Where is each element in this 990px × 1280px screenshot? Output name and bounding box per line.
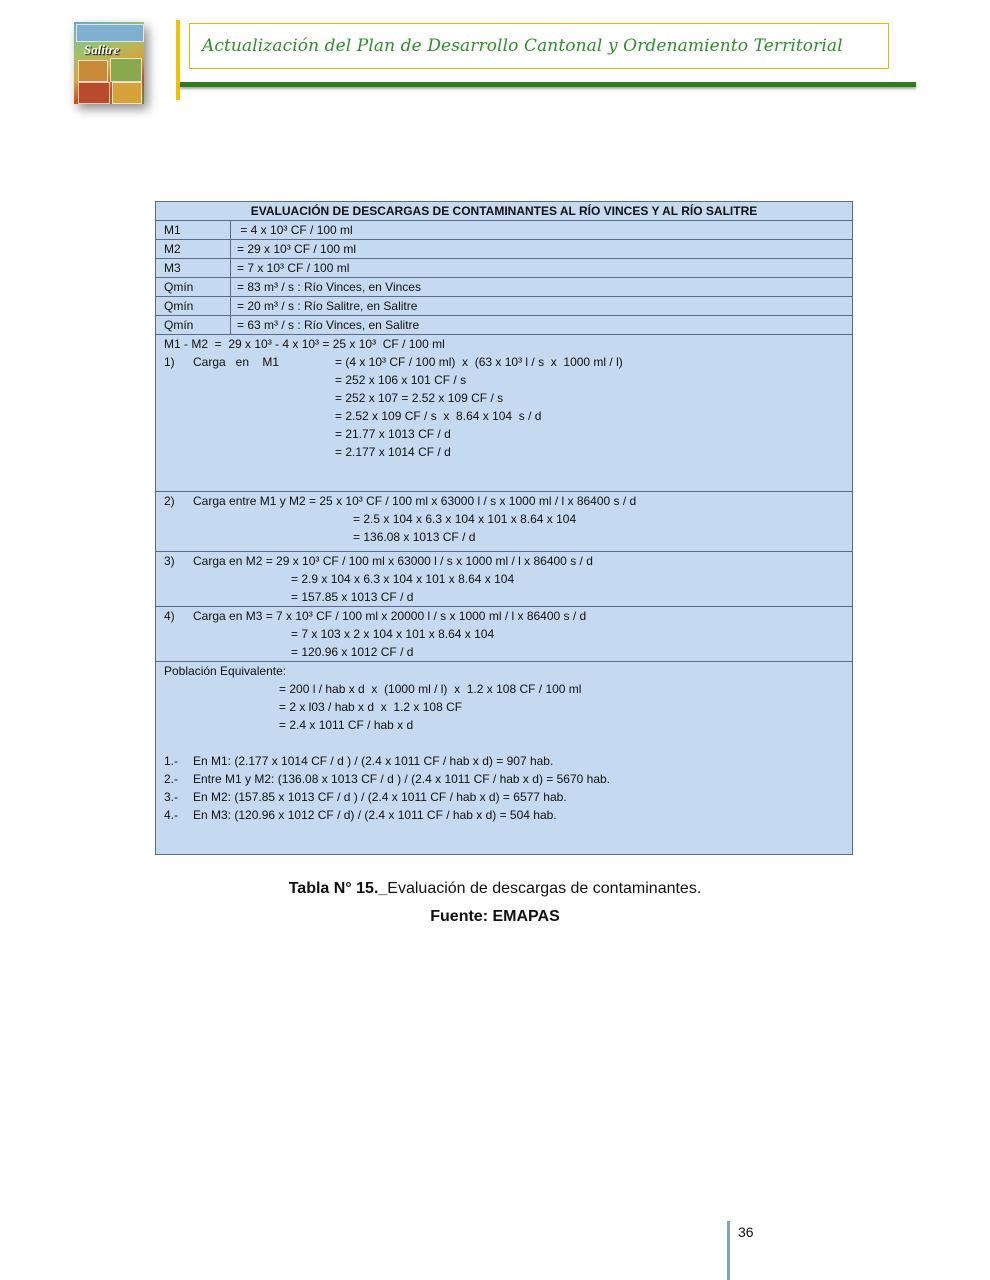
calc-line: [164, 425, 852, 443]
item-number: 3.-: [164, 790, 179, 804]
item-number: 3): [164, 554, 175, 568]
calc-line: [164, 570, 852, 588]
calc-value: = 252 x 107 = 2.52 x 109 CF / s: [335, 391, 504, 405]
calc-value: = (4 x 10³ CF / 100 ml) x (63 x 10³ l / s x 1000 ml / l): [335, 355, 623, 369]
calc-value: Carga entre M1 y M2 = 25 x 10³ CF / 100 ml x 63000 l / s x 1000 ml / l x 86400 s / d: [193, 494, 637, 508]
result-text: En M2: (157.85 x 1013 CF / d ) / (2.4 x 1011 CF / hab x d) = 6577 hab.: [193, 790, 567, 804]
result-line: [164, 806, 852, 824]
salitre-logo: [74, 22, 144, 104]
load-m3-block: [156, 607, 852, 662]
result-line: [164, 788, 852, 806]
logo-text: Salitre: [84, 42, 120, 57]
load-m1-block: [156, 335, 852, 492]
item-number: 1): [164, 355, 175, 369]
param-value: = 29 x 10³ CF / 100 ml: [237, 242, 357, 256]
page-number-bar: [727, 1221, 730, 1280]
caption-label: Tabla N° 15._: [288, 880, 388, 897]
calc-value: = 7 x 103 x 2 x 104 x 101 x 8.64 x 104: [291, 627, 495, 641]
calc-line: [164, 607, 852, 625]
param-value: = 7 x 10³ CF / 100 ml: [237, 261, 350, 275]
calc-line: [164, 528, 852, 546]
result-line: [164, 770, 852, 788]
table-row: [156, 297, 852, 316]
param-value: = 4 x 10³ CF / 100 ml: [237, 223, 353, 237]
param-value: = 83 m³ / s : Río Vinces, en Vinces: [237, 280, 421, 294]
header-divider: [180, 82, 916, 87]
calc-value: = 2.9 x 104 x 6.3 x 104 x 101 x 8.64 x 104: [291, 572, 515, 586]
calc-line: [164, 510, 852, 528]
table-title: EVALUACIÓN DE DESCARGAS DE CONTAMINANTES AL RÍO VINCES Y AL RÍO SALITRE: [156, 202, 852, 221]
calc-line: [164, 552, 852, 570]
param-label: M2: [156, 240, 231, 258]
calc-line: [164, 389, 852, 407]
calc-value: = 157.85 x 1013 CF / d: [291, 590, 414, 604]
table-row: [156, 316, 852, 335]
calc-line: [164, 407, 852, 425]
item-number: 2.-: [164, 772, 179, 786]
calc-value: = 120.96 x 1012 CF / d: [291, 645, 414, 659]
param-label: M1: [156, 221, 231, 239]
table-row: [156, 259, 852, 278]
item-number: 4): [164, 609, 175, 623]
page-number: 36: [738, 1224, 754, 1240]
param-value: = 20 m³ / s : Río Salitre, en Salitre: [237, 299, 418, 313]
calc-value: Carga en M2 = 29 x 10³ CF / 100 ml x 63000 l / s x 1000 ml / l x 86400 s / d: [193, 554, 593, 568]
param-label: Qmín: [156, 316, 231, 334]
calc-line: [164, 443, 852, 461]
calc-value: = 252 x 106 x 101 CF / s: [335, 373, 467, 387]
spacer: [164, 734, 852, 752]
param-label: Qmín: [156, 297, 231, 315]
result-text: En M1: (2.177 x 1014 CF / d ) / (2.4 x 1011 CF / hab x d) = 907 hab.: [193, 754, 554, 768]
calc-line: [164, 716, 852, 734]
table-caption: [0, 880, 990, 898]
calc-line: [164, 680, 852, 698]
calc-line: [164, 371, 852, 389]
item-number: 2): [164, 494, 175, 508]
calc-value: = 21.77 x 1013 CF / d: [335, 427, 451, 441]
param-label: M3: [156, 259, 231, 277]
header-accent-bar: [176, 20, 180, 100]
calc-line: [164, 625, 852, 643]
item-number: 1.-: [164, 754, 179, 768]
contaminant-evaluation-table: [155, 201, 853, 855]
param-value: = 63 m³ / s : Río Vinces, en Salitre: [237, 318, 420, 332]
document-title: Actualización del Plan de Desarrollo Cantonal y Ordenamiento Territorial: [202, 36, 843, 56]
calc-line: [164, 353, 852, 371]
caption-text: Evaluación de descargas de contaminantes.: [387, 880, 702, 897]
calc-line: [164, 492, 852, 510]
load-m1-m2-block: [156, 492, 852, 552]
calc-value: = 2.4 x 1011 CF / hab x d: [279, 718, 414, 732]
calc-value: Carga en M3 = 7 x 10³ CF / 100 ml x 20000 l / s x 1000 ml / l x 86400 s / d: [193, 609, 587, 623]
load-m2-block: [156, 552, 852, 607]
calc-line: [164, 643, 852, 661]
calc-value: = 136.08 x 1013 CF / d: [353, 530, 476, 544]
calc-value: = 2 x l03 / hab x d x 1.2 x 108 CF: [279, 700, 463, 714]
calc-value: = 2.5 x 104 x 6.3 x 104 x 101 x 8.64 x 104: [353, 512, 577, 526]
table-row: [156, 221, 852, 240]
calc-value: = 200 l / hab x d x (1000 ml / l) x 1.2 x 108 CF / 100 ml: [279, 682, 582, 696]
calc-value: = 2.177 x 1014 CF / d: [335, 445, 451, 459]
result-line: [164, 752, 852, 770]
difference-line: M1 - M2 = 29 x 10³ - 4 x 10³ = 25 x 10³ CF / 100 ml: [164, 337, 445, 351]
section-title: Población Equivalente:: [164, 664, 287, 678]
item-label: Carga en M1: [193, 355, 280, 369]
table-row: [156, 278, 852, 297]
caption-source: Fuente: EMAPAS: [430, 908, 560, 925]
item-number: 4.-: [164, 808, 179, 822]
calc-value: = 2.52 x 109 CF / s x 8.64 x 104 s / d: [335, 409, 542, 423]
equivalent-population-block: [156, 662, 852, 854]
result-text: En M3: (120.96 x 1012 CF / d) / (2.4 x 1011 CF / hab x d) = 504 hab.: [193, 808, 557, 822]
param-label: Qmín: [156, 278, 231, 296]
calc-line: [164, 698, 852, 716]
result-text: Entre M1 y M2: (136.08 x 1013 CF / d ) / (2.4 x 1011 CF / hab x d) = 5670 hab.: [193, 772, 610, 786]
header-title-box: [189, 23, 889, 69]
calc-line: [164, 588, 852, 606]
table-row: [156, 240, 852, 259]
